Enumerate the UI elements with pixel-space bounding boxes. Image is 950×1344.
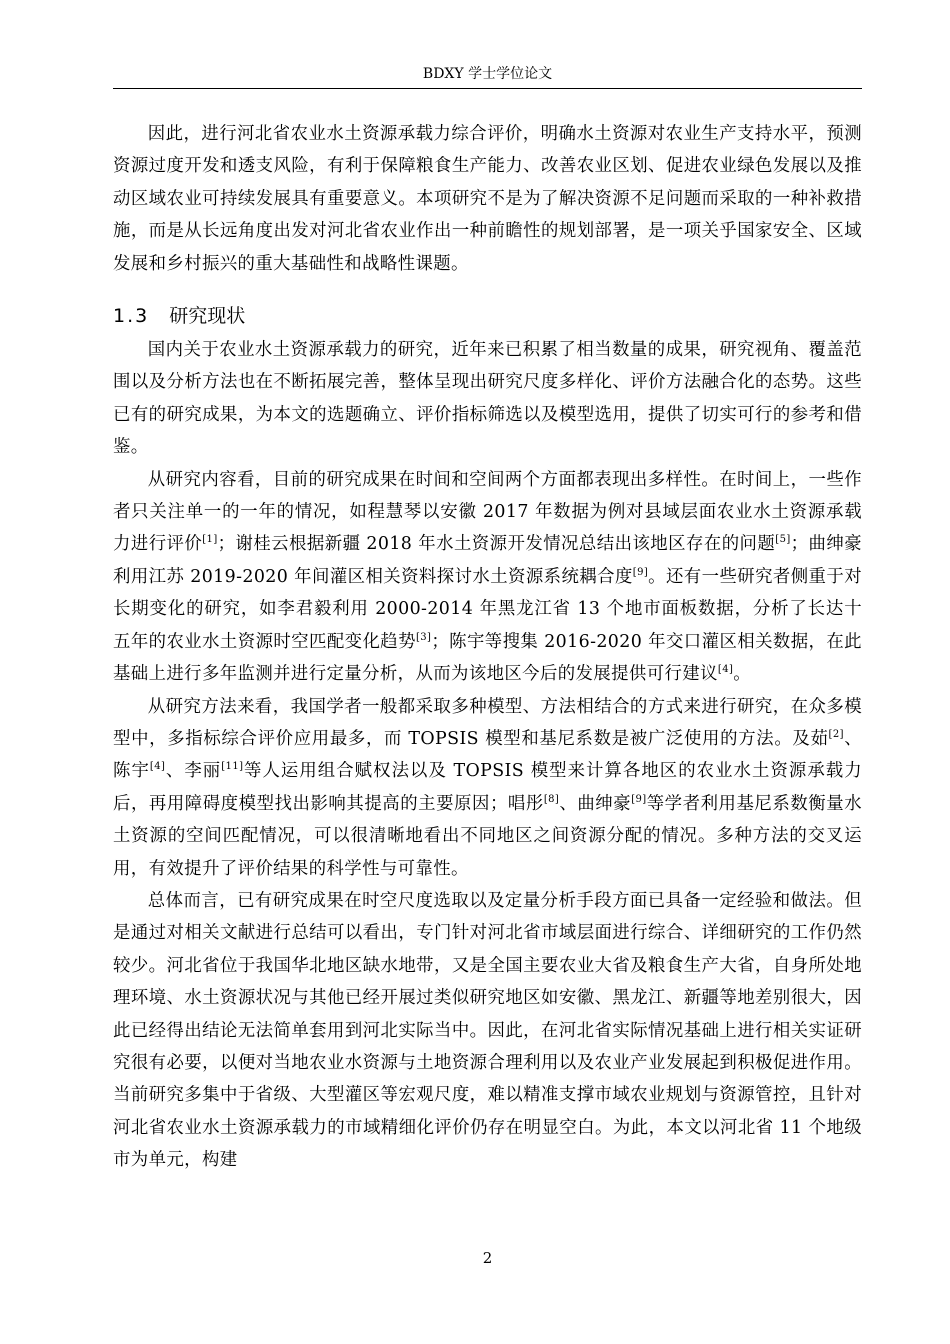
text-segment: 等学者利用基尼系数衡量水土资源的空间匹配情况，可以很清晰地看出不同地区之间资源分配的情况。多种方法的交叉运用，有效提升了评价结果的科学性与可靠性。 <box>113 793 862 879</box>
text-segment: 等人运用组合赋权法以及 TOPSIS 模型来计算各地区的农业水土资源承载力后，再用障碍度模型找出影响其提高的主要原因；唱彤 <box>113 761 862 814</box>
text-segment: 从研究方法来看，我国学者一般都采取多种模型、方法相结合的方式来进行研究，在众多模型中，多指标综合评价应用最多，而 TOPSIS 模型和基尼系数是被广泛使用的方法。及茹 <box>113 696 862 749</box>
paragraph-overview: 国内关于农业水土资源承载力的研究，近年来已积累了相当数量的成果，研究视角、覆盖范围以及分析方法也在不断拓展完善，整体呈现出研究尺度多样化、评价方法融合化的态势。这些已有的研究成果，为本文的选题确立、评价指标筛选以及模型选用，提供了切实可行的参考和借鉴。 <box>113 340 862 458</box>
citation-ref: [1] <box>202 534 218 546</box>
text-segment: 。 <box>733 664 752 685</box>
citation-ref: [9] <box>632 566 649 578</box>
text-segment: 从研究内容看，目前的研究成果在时间和空间两个方面都表现出多样性。在时间上，一些作者只关注单一的一年的情况，如程慧琴以安徽 2017 年数据为例对县域层面农业水土资源承载力进行评价 <box>113 469 862 555</box>
citation-ref: [4] <box>717 664 734 676</box>
citation-ref: [9] <box>631 793 647 805</box>
header-divider <box>113 88 862 89</box>
paragraph-research-content <box>113 464 862 691</box>
text-segment: 、陈宇 <box>113 728 862 782</box>
text-segment: ；谢桂云根据新疆 2018 年水土资源开发情况总结出该地区存在的问题 <box>217 534 776 555</box>
paragraph-summary: 总体而言，已有研究成果在时空尺度选取以及定量分析手段方面已具备一定经验和做法。但是通过对相关文献进行总结可以看出，专门针对河北省市域层面进行综合、详细研究的工作仍然较少。河北省位于我国华北地区缺水地带，又是全国主要农业大省及粮食生产大省，自身所处地理环境、水土资源状况与其他已经开展过类似研究地区如安徽、黑龙江、新疆等地差别很大，因此已经得出结论无法简单套用到河北实际当中。因此，在河北省实际情况基础上进行相关实证研究很有必要，以便对当地农业水资源与土地资源合理利用以及农业产业发展起到积极促进作用。当前研究多集中于省级、大型灌区等宏观尺度，难以精准支撑市域农业规划与资源管控，且针对河北省农业水土资源承载力的市域精细化评价仍存在明显空白。为此，本文以河北省 11 个地级市为单元，构建 <box>113 890 862 1171</box>
citation-ref: [2] <box>828 728 844 740</box>
text-segment: 。还有一些研究者侧重于对长期变化的研究，如李君毅利用 2000-2014 年黑龙江省 13 个地市面板数据，分析了长达十五年的农业水土资源时空匹配变化趋势 <box>113 566 862 652</box>
text-segment: 、曲绅豪 <box>559 793 632 814</box>
citation-ref: [11] <box>221 761 244 773</box>
citation-ref: [8] <box>543 793 560 805</box>
section-heading <box>113 300 862 332</box>
citation-ref: [3] <box>415 631 432 643</box>
text-segment: ；曲绅豪利用江苏 2019-2020 年间灌区相关资料探讨水土资源系统耦合度 <box>113 534 862 587</box>
text-segment: ；陈宇等搜集 2016-2020 年交口灌区相关数据，在此基础上进行多年监测并进行定量分析，从而为该地区今后的发展提供可行建议 <box>113 631 862 685</box>
intro-paragraph: 因此，进行河北省农业水土资源承载力综合评价，明确水土资源对农业生产支持水平，预测资源过度开发和透支风险，有利于保障粮食生产能力、改善农业区划、促进农业绿色发展以及推动区域农业可持续发展具有重要意义。本项研究不是为了解决资源不足问题而采取的一种补救措施，而是从长远角度出发对河北省农业作出一种前瞻性的规划部署，是一项关乎国家安全、区域发展和乡村振兴的重大基础性和战略性课题。 <box>113 124 862 274</box>
page-number: 2 <box>482 1249 493 1267</box>
page-body <box>113 118 862 1177</box>
section-title: 研究现状 <box>169 305 246 328</box>
citation-ref: [4] <box>149 761 166 773</box>
section-number: 1.3 <box>113 305 150 328</box>
running-header: BDXY 学士学位论文 <box>422 66 553 82</box>
citation-ref: [5] <box>775 534 791 546</box>
paragraph-research-methods <box>113 691 862 885</box>
text-segment: 、李丽 <box>165 761 222 782</box>
